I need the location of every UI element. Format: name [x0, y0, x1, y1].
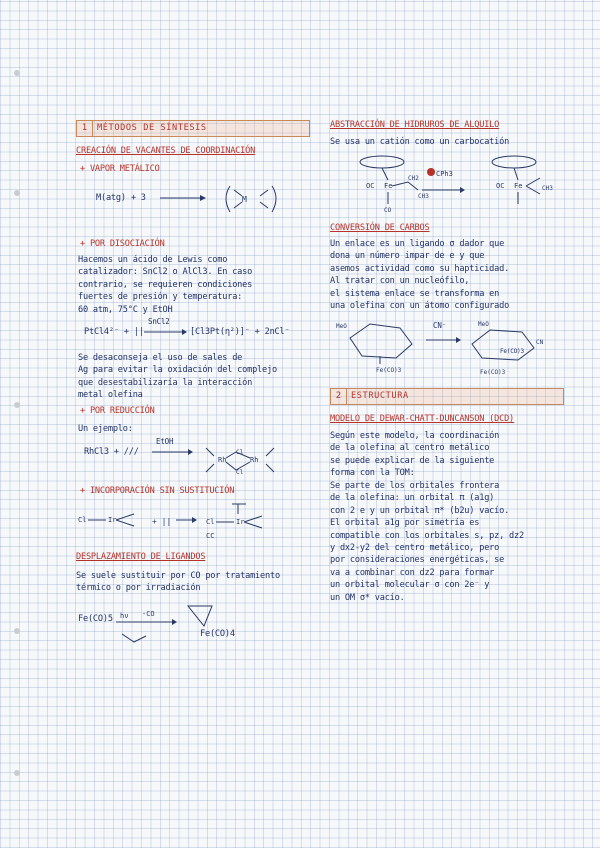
svg-text:hν: hν [120, 612, 129, 620]
svg-text:CPh3: CPh3 [436, 170, 453, 178]
orbital-text: Se parte de los orbitales frontera de la olefina: un orbital π (a1g) con 2 e y un orbital π* (b2u) vacío. El orbital a1g por simetría es compatible con los orbitales s, pz, dz2 y dx2-y2 del centro metálico, pero por consideraciones energéticas, se va a combinar con dz2 para formar un orbital molecular σ con 2e⁻ y un OM σ* vacío. [330, 481, 524, 603]
punch-hole [14, 628, 20, 634]
section-title: ESTRUCTURA [351, 391, 409, 401]
punch-hole [14, 402, 20, 408]
svg-text:Fe: Fe [514, 182, 523, 190]
rh-conditions: EtOH [156, 437, 174, 446]
punch-hole [14, 770, 20, 776]
section-title: MÉTODOS DE SÍNTESIS [97, 123, 207, 133]
subtitle-abstraccion: ABSTRACCIÓN DE HIDRUROS DE ALQUILO [330, 120, 500, 130]
section-number: 1 [77, 121, 93, 136]
svg-text:CH3: CH3 [542, 185, 553, 192]
punch-hole [14, 190, 20, 196]
svg-text:CH3: CH3 [418, 193, 429, 200]
fe-reaction-diagram [112, 598, 222, 650]
svg-text:MeO: MeO [478, 321, 489, 328]
section-heading-1 [76, 120, 310, 137]
svg-text:Cl: Cl [206, 518, 215, 526]
svg-text:Cl: Cl [236, 449, 244, 456]
cn-label: CN⁻ [433, 321, 446, 330]
reaction-arrow [142, 326, 188, 338]
reduccion-example: Un ejemplo: [78, 424, 133, 434]
punch-hole [14, 70, 20, 76]
subtitle-vacantes: CREACIÓN DE VACANTES DE COORDINACIÓN [76, 146, 256, 156]
bullet-disociacion: + POR DISOCIACIÓN [80, 239, 165, 249]
svg-text:Cl: Cl [78, 516, 87, 524]
svg-text:Rh: Rh [218, 456, 227, 464]
incorporacion-diagram [76, 500, 296, 544]
fe-left-label: Fe(CO)5 [78, 614, 113, 624]
section-number: 2 [331, 389, 347, 404]
abstraccion-text: Se usa un catión como un carbocatión [330, 137, 510, 147]
rh-dimer-diagram [150, 446, 290, 490]
fe-co3-label: Fe(CO)3 [500, 348, 524, 355]
dcd-model-text: Según este modelo, la coordinación de la olefina al centro metálico se puede explicar de la siguiente forma con la TOM: [330, 431, 500, 479]
conversion-text: Un enlace es un ligando σ dador que dona un número impar de e y que asemos actividad como su hapticidad. Al tratar con un nucleófilo, el sistema enlace se transforma en una olefina con un átomo configurado [330, 239, 510, 312]
svg-text:CC: CC [206, 532, 215, 540]
subtitle-dcd-model: MODELO DE DEWAR-CHATT-DUNCANSON (DCD) [330, 414, 515, 424]
svg-text:CH2: CH2 [408, 175, 419, 182]
svg-text:-CO: -CO [142, 610, 155, 618]
bullet-reduccion: + POR REDUCCIÓN [80, 406, 155, 416]
svg-text:CO: CO [384, 207, 392, 214]
rh-equation: RhCl3 + /// [84, 447, 139, 457]
bullet-vapor: + VAPOR METÁLICO [80, 164, 160, 174]
svg-text:MeO: MeO [336, 323, 347, 330]
svg-text:Ir: Ir [108, 516, 117, 524]
hydride-abstraction-diagram [330, 152, 560, 214]
fe-right-label: Fe(CO)4 [200, 629, 235, 639]
svg-text:CN: CN [536, 339, 544, 346]
desplazamiento-text: Se suele sustituir por CO por tratamiento térmico o por irradiación [76, 571, 280, 594]
pt-equation-left: PtCl4²⁻ + || [84, 327, 144, 337]
pt-equation-catalyst: SnCl2 [148, 317, 170, 326]
disociacion-text: Hacemos un ácido de Lewis como catalizador: SnCl2 o AlCl3. En caso contrario, se requieren condiciones fuertes de presión y temperatura: 60 atm, 75°C y EtOH [78, 255, 253, 315]
subtitle-conversion: CONVERSIÓN DE CARBOS [330, 223, 430, 233]
svg-text:OC: OC [366, 182, 375, 190]
subtitle-desplazamiento: DESPLAZAMIENTO DE LIGANDOS [76, 552, 206, 562]
svg-text:Ir: Ir [236, 518, 245, 526]
svg-text:OC: OC [496, 182, 505, 190]
svg-text:+ ||: + || [152, 517, 172, 526]
vapor-reaction-diagram [150, 180, 290, 220]
svg-text:Rh: Rh [250, 456, 259, 464]
section-heading-2 [330, 388, 564, 405]
svg-text:Fe(CO)3: Fe(CO)3 [480, 369, 506, 376]
svg-text:Cl: Cl [236, 469, 244, 476]
svg-text:M: M [242, 195, 247, 204]
vapor-equation: M(atg) + 3 [96, 193, 146, 203]
pt-equation-right: [Cl3Pt(η²)]⁻ + 2nCl⁻ [190, 327, 290, 337]
bullet-incorporacion: + INCORPORACIÓN SIN SUSTITUCIÓN [80, 486, 235, 496]
svg-text:Fe(CO)3: Fe(CO)3 [376, 367, 402, 374]
svg-text:Fe: Fe [384, 182, 393, 190]
disociacion-text-2: Se desaconseja el uso de sales de Ag para evitar la oxidación del complejo que desestabilizaría la interacción metal olefina [78, 353, 277, 401]
